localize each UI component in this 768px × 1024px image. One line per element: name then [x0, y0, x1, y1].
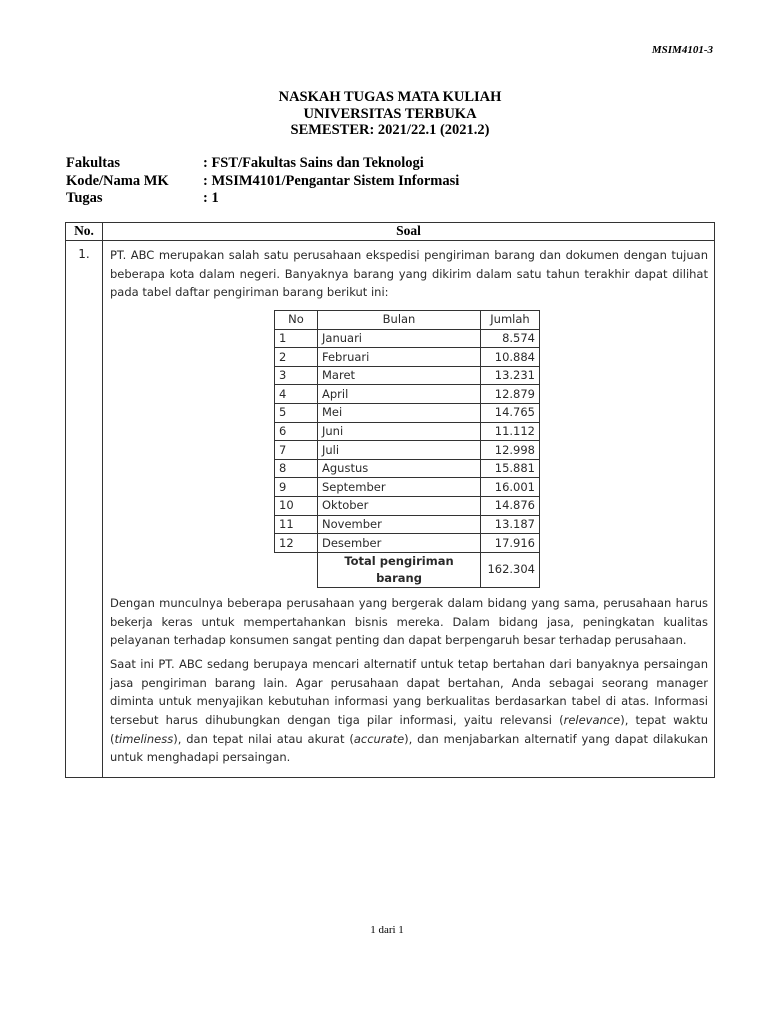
shipment-row: [275, 329, 540, 348]
paragraph-text: ), dan menjabarkan alternatif yang dapat dilakukan untuk menghadapi persaingan.: [110, 731, 708, 765]
question-intro: PT. ABC merupakan salah satu perusahaan ekspedisi pengiriman barang dan dokumen dengan tujuan beberapa kota dalam negeri. Banyaknya barang yang dikirim dalam satu tahun terakhir dapat dilihat pada tabel daftar pengiriman barang berikut ini:: [110, 248, 708, 300]
shipment-amount: 15.881: [481, 459, 540, 478]
shipment-month: Februari: [318, 348, 481, 367]
title-line-1: NASKAH TUGAS MATA KULIAH: [278, 89, 502, 105]
column-header-soal: Soal: [103, 223, 715, 241]
shipment-month: Desember: [318, 534, 481, 553]
shipment-row: [275, 478, 540, 497]
shipment-month: Januari: [318, 329, 481, 348]
shipment-amount: 12.879: [481, 385, 540, 404]
shipment-row: [275, 497, 540, 516]
shipment-row: [275, 404, 540, 423]
shipment-amount: 12.998: [481, 441, 540, 460]
shipment-table: [274, 310, 540, 588]
info-value: : FST/Fakultas Sains dan Teknologi: [203, 155, 424, 171]
page-number: 1 dari 1: [370, 924, 404, 936]
shipment-total-row: [275, 552, 540, 587]
paragraph-text: ), dan tepat nilai atau akurat (: [173, 731, 354, 746]
shipment-no: 8: [275, 459, 318, 478]
question-content: [103, 241, 715, 778]
shipment-amount: 14.876: [481, 497, 540, 516]
shipment-amount: 13.231: [481, 366, 540, 385]
shipment-amount: 13.187: [481, 515, 540, 534]
info-label: Fakultas: [66, 155, 120, 171]
shipment-no: 2: [275, 348, 318, 367]
info-row-faculty: [66, 155, 459, 173]
shipment-amount: 16.001: [481, 478, 540, 497]
shipment-header-month: Bulan: [318, 311, 481, 330]
shipment-month: Maret: [318, 366, 481, 385]
document-title: [0, 89, 768, 139]
shipment-row: [275, 348, 540, 367]
shipment-no: 6: [275, 422, 318, 441]
shipment-no: 9: [275, 478, 318, 497]
shipment-amount: 8.574: [481, 329, 540, 348]
shipment-month: Juni: [318, 422, 481, 441]
shipment-no: 11: [275, 515, 318, 534]
shipment-no: 12: [275, 534, 318, 553]
shipment-amount: 10.884: [481, 348, 540, 367]
shipment-row: [275, 422, 540, 441]
shipment-no: 1: [275, 329, 318, 348]
shipment-no: 10: [275, 497, 318, 516]
question-paragraph-3: [110, 655, 708, 767]
shipment-row: [275, 441, 540, 460]
course-info: [66, 155, 459, 208]
title-line-3: SEMESTER: 2021/22.1 (2021.2): [290, 122, 490, 138]
info-row-course: [66, 173, 459, 191]
info-row-assignment: [66, 190, 459, 208]
shipment-total-value: 162.304: [481, 552, 540, 587]
shipment-header-no: No: [275, 311, 318, 330]
shipment-month: Oktober: [318, 497, 481, 516]
paragraph-text: ), tepat waktu (: [110, 713, 708, 746]
shipment-no: 7: [275, 441, 318, 460]
shipment-row: [275, 366, 540, 385]
shipment-no: 5: [275, 404, 318, 423]
shipment-header-row: [275, 311, 540, 330]
shipment-row: [275, 534, 540, 553]
shipment-amount: 11.112: [481, 422, 540, 441]
shipment-month: September: [318, 478, 481, 497]
shipment-header-amount: Jumlah: [481, 311, 540, 330]
question-number: 1.: [66, 241, 103, 778]
shipment-month: Juli: [318, 441, 481, 460]
document-code: MSIM4101-3: [651, 44, 713, 56]
title-line-2: UNIVERSITAS TERBUKA: [303, 105, 477, 122]
term-timeliness: timeliness: [114, 731, 174, 746]
paragraph-text: Saat ini PT. ABC sedang berupaya mencari alternatif untuk tetap bertahan dari banyaknya persaingan jasa pengiriman barang lain. Agar perusahaan dapat bertahan, Anda sebagai seorang manager diminta untuk menyajikan kebutuhan informasi yang berkualitas berdasarkan tabel di atas. Informasi tersebut harus dihubungkan dengan tiga pilar informasi, yaitu relevansi (: [110, 656, 708, 728]
shipment-row: [275, 459, 540, 478]
shipment-row: [275, 515, 540, 534]
shipment-total-label: Total pengiriman barang: [318, 552, 481, 587]
term-accurate: accurate: [353, 731, 405, 746]
shipment-month: November: [318, 515, 481, 534]
shipment-amount: 14.765: [481, 404, 540, 423]
question-table: [65, 222, 715, 778]
question-paragraph-2: Dengan munculnya beberapa perusahaan yang bergerak dalam bidang yang sama, perusahaan harus bekerja keras untuk mempertahankan bisnis mereka. Dalam bidang jasa, peningkatan kualitas pelayanan terhadap konsumen sangat penting dan dapat berpengaruh besar terhadap perusahaan.: [110, 595, 708, 648]
shipment-no: 3: [275, 366, 318, 385]
shipment-month: April: [318, 385, 481, 404]
info-label: Kode/Nama MK: [66, 172, 169, 189]
shipment-total-blank: [275, 552, 318, 587]
question-row: [66, 241, 715, 778]
shipment-no: 4: [275, 385, 318, 404]
info-label: Tugas: [66, 190, 103, 206]
shipment-amount: 17.916: [481, 534, 540, 553]
column-header-no: No.: [66, 223, 103, 241]
info-value: : 1: [203, 190, 219, 206]
shipment-row: [275, 385, 540, 404]
term-relevance: relevance: [563, 713, 621, 728]
shipment-month: Agustus: [318, 459, 481, 478]
info-value: : MSIM4101/Pengantar Sistem Informasi: [203, 172, 460, 189]
shipment-month: Mei: [318, 404, 481, 423]
